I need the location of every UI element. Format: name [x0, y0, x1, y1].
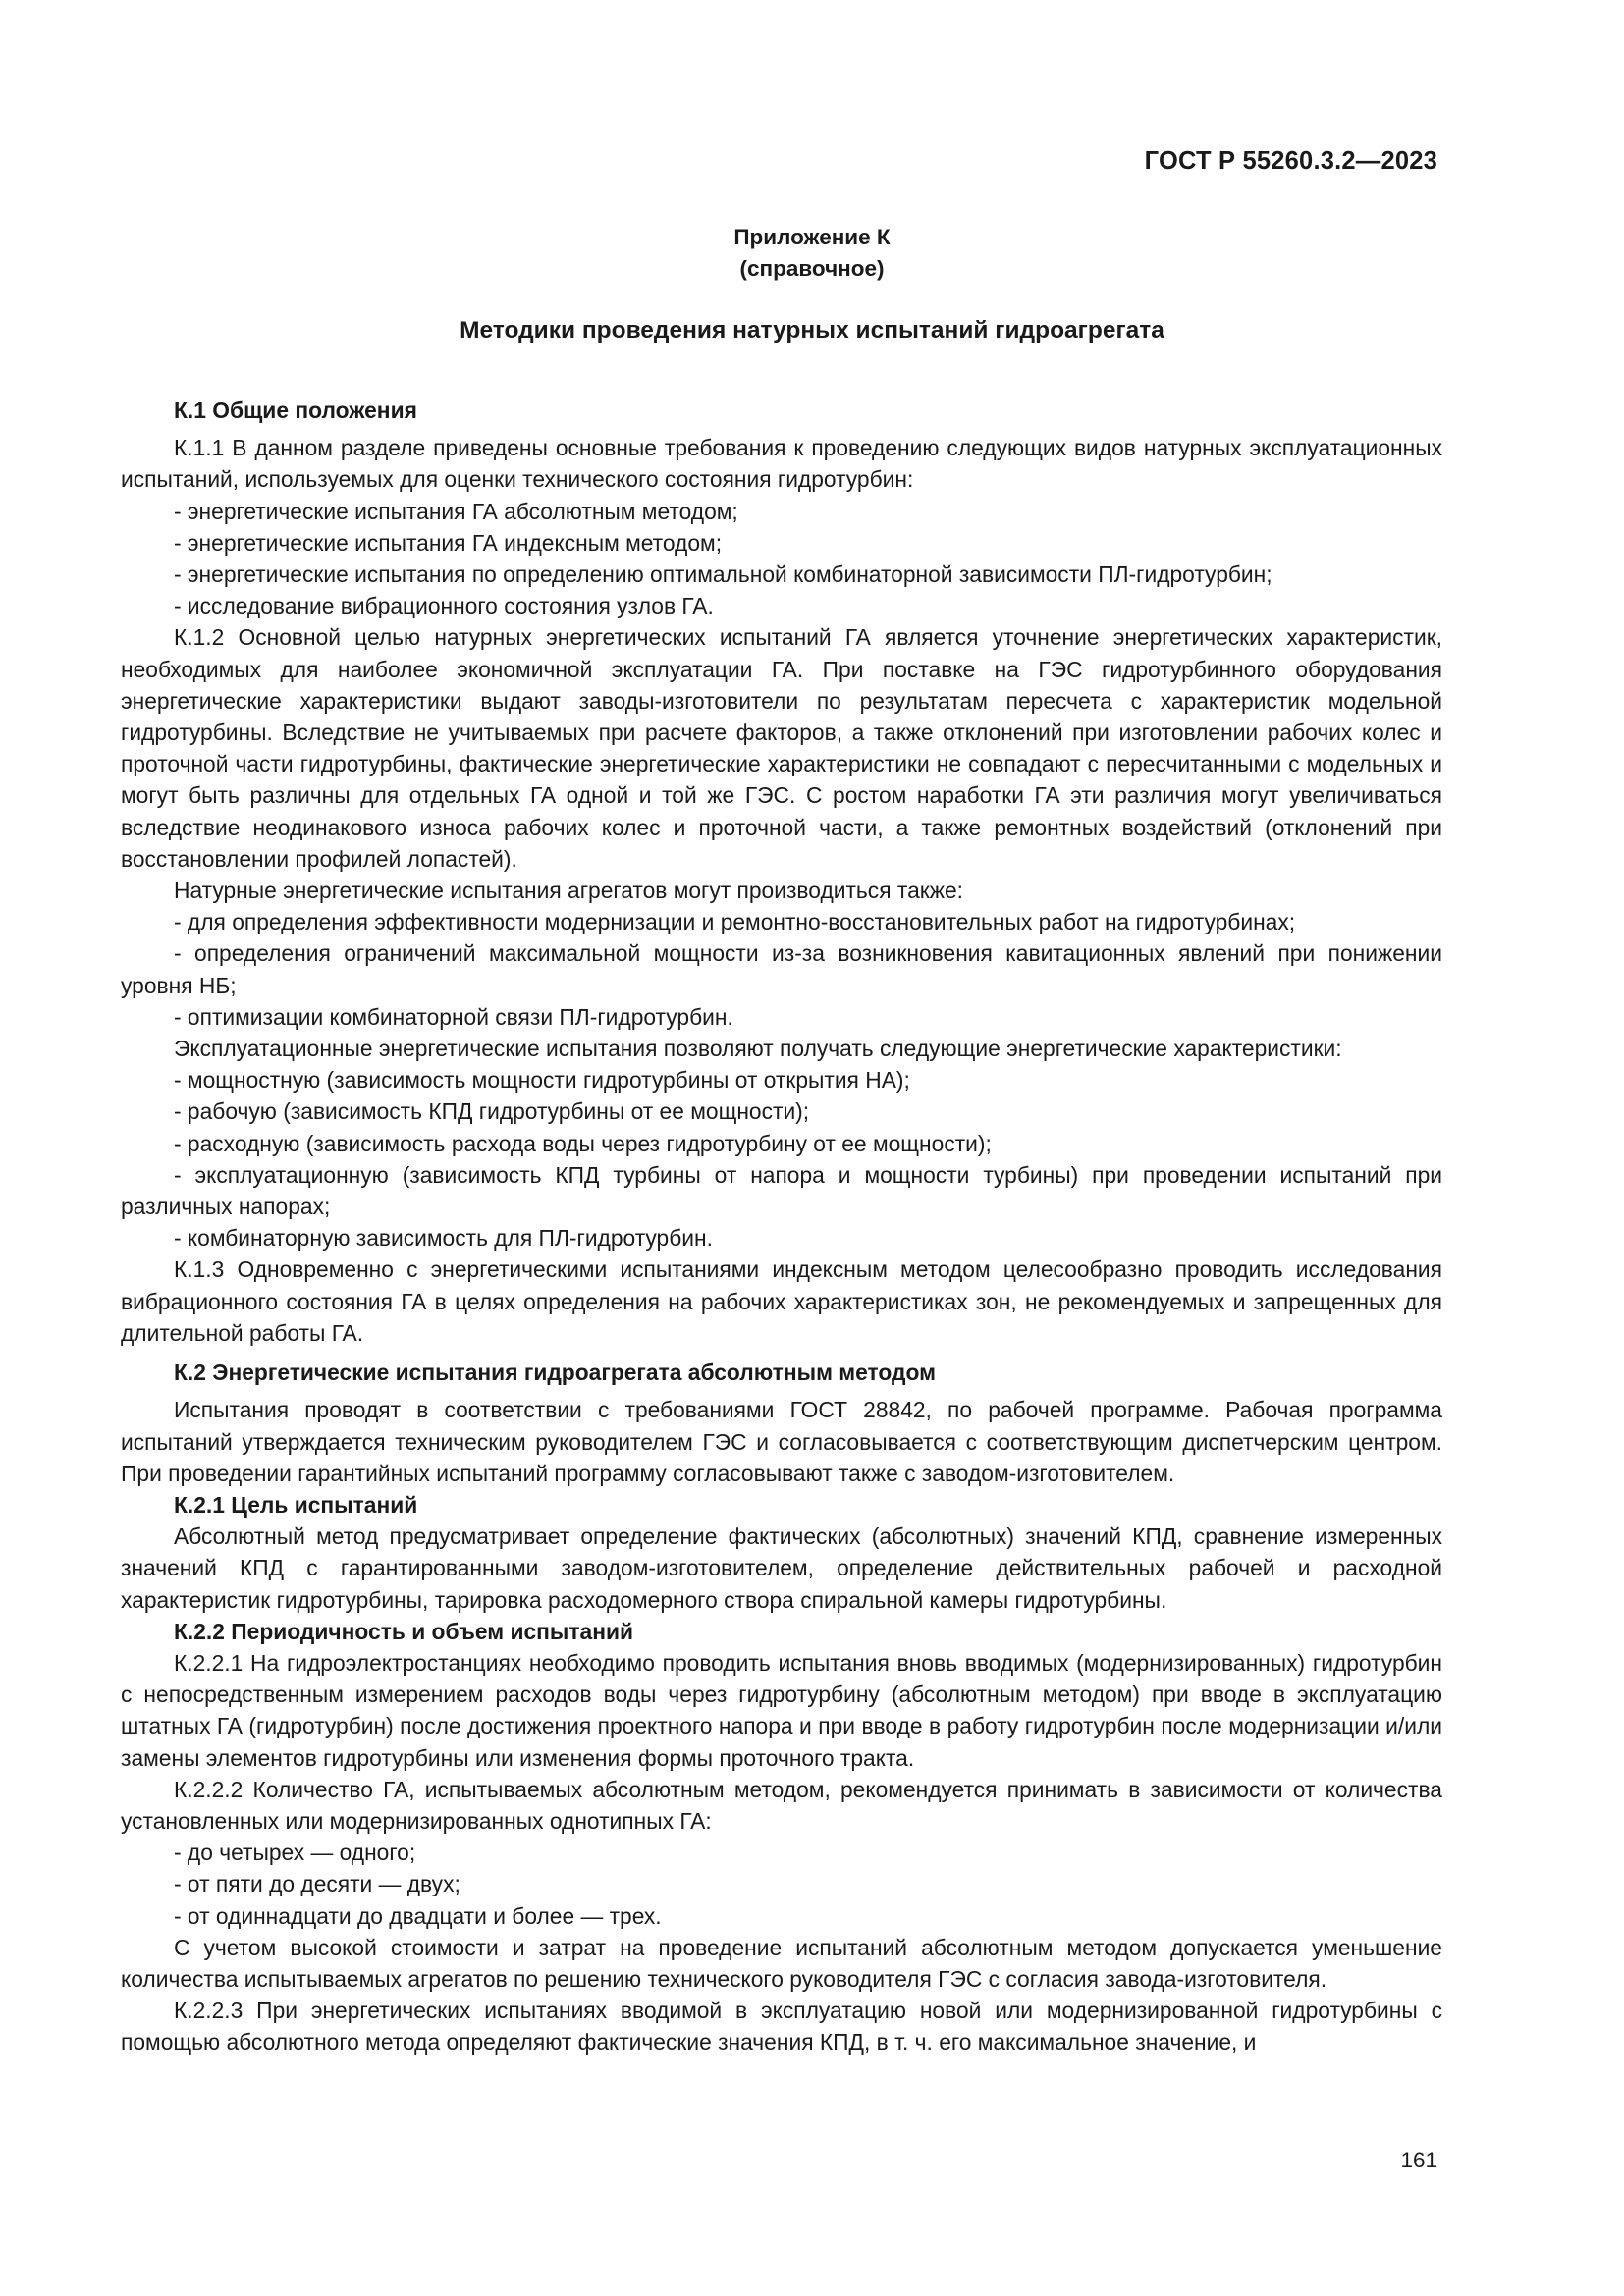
- paragraph-k2-1: Абсолютный метод предусматривает определение фактических (абсолютных) значений КПД, сравнение измеренных значений КПД с гарантированными заводом-изготовителем, определение действительных рабочей и расходной характеристик гидротурбины, тарировка расходомерного створа спиральной камеры гидротурбины.: [121, 1523, 1442, 1613]
- list-item: - исследование вибрационного состояния узлов ГА.: [174, 593, 714, 619]
- list-item: - комбинаторную зависимость для ПЛ-гидротурбин.: [174, 1225, 713, 1252]
- list-item: - оптимизации комбинаторной связи ПЛ-гидротурбин.: [174, 1003, 733, 1030]
- section-heading-k1: К.1 Общие положения: [174, 398, 417, 423]
- paragraph-k1-2: К.1.2 Основной целью натурных энергетических испытаний ГА является уточнение энергетических характеристик, необходимых для наиболее экономичной эксплуатации ГА. При поставке на ГЭС гидротурбинного оборудования энергетические характеристики выдают заводы-изготовители по результатам пересчета с характеристик модельной гидротурбины. Вследствие не учитываемых при расчете факторов, а также отклонений при изготовлении рабочих колес и проточной части гидротурбины, фактические энергетические характеристики не совпадают с пересчитанными с модельных и могут быть различны для отдельных ГА одной и той же ГЭС. С ростом наработки ГА эти различия могут увеличиваться вследствие неодинакового износа рабочих колес и проточной части, а также ремонтных воздействий (отклонений при восстановлении профилей лопастей).: [121, 624, 1442, 872]
- list-item: - до четырех — одного;: [174, 1840, 416, 1866]
- list-item: - от пяти до десяти — двух;: [174, 1871, 460, 1897]
- paragraph-k2-intro: Испытания проводят в соответствии с требованиями ГОСТ 28842, по рабочей программе. Рабочая программа испытаний утверждается техническим руководителем ГЭС и согласовывается с соответствующим диспетчерским центром. При проведении гарантийных испытаний программу согласовывают также с заводом-изготовителем.: [121, 1397, 1442, 1486]
- list-item: - энергетические испытания ГА абсолютным методом;: [174, 498, 738, 524]
- list-item: - расходную (зависимость расхода воды через гидротурбину от ее мощности);: [174, 1130, 992, 1156]
- section-heading-k2: К.2 Энергетические испытания гидроагрегата абсолютным методом: [174, 1360, 936, 1386]
- appendix-title: Методики проведения натурных испытаний гидроагрегата: [460, 317, 1164, 344]
- paragraph-k2-2-3: К.2.2.3 При энергетических испытаниях вводимой в эксплуатацию новой или модернизированной гидротурбины с помощью абсолютного метода определяют фактические значения КПД, в т. ч. его максимальное значение, и: [121, 1998, 1442, 2056]
- list-item: - от одиннадцати до двадцати и более — трех.: [174, 1902, 662, 1929]
- list-item: - эксплуатационную (зависимость КПД турбины от напора и мощности турбины) при проведении испытаний при различных напорах;: [121, 1161, 1442, 1220]
- paragraph-k1-3: К.1.3 Одновременно с энергетическими испытаниями индексным методом целесообразно проводить исследования вибрационного состояния ГА в целях определения на рабочих характеристиках зон, не рекомендуемых и запрещенных для длительной работы ГА.: [121, 1256, 1442, 1346]
- section-heading-k2-1: К.2.1 Цель испытаний: [174, 1491, 418, 1518]
- appendix-label: Приложение К: [733, 225, 891, 249]
- paragraph-k2-2-2: К.2.2.2 Количество ГА, испытываемых абсолютным методом, рекомендуется принимать в зависимости от количества установленных или модернизированных однотипных ГА:: [121, 1776, 1442, 1834]
- paragraph-also: Натурные энергетические испытания агрегатов могут производиться также:: [174, 878, 963, 904]
- paragraph-cost: С учетом высокой стоимости и затрат на проведение испытаний абсолютным методом допускается уменьшение количества испытываемых агрегатов по решению технического руководителя ГЭС с согласия завода-изготовителя.: [121, 1934, 1442, 1992]
- page-number: 161: [1400, 2148, 1437, 2172]
- section-heading-k2-2: К.2.2 Периодичность и объем испытаний: [174, 1618, 634, 1644]
- paragraph-expl: Эксплуатационные энергетические испытания позволяют получать следующие энергетические характеристики:: [174, 1036, 1342, 1062]
- appendix-header: [0, 222, 1624, 285]
- document-id: ГОСТ Р 55260.3.2—2023: [1144, 147, 1437, 175]
- list-item: - рабочую (зависимость КПД гидротурбины от ее мощности);: [174, 1098, 810, 1125]
- list-item: - мощностную (зависимость мощности гидротурбины от открытия НА);: [174, 1067, 910, 1094]
- list-item: - для определения эффективности модернизации и ремонтно-восстановительных работ на гидротурбинах;: [174, 909, 1296, 935]
- list-item: - энергетические испытания ГА индексным методом;: [174, 529, 723, 556]
- appendix-kind: (справочное): [739, 256, 885, 281]
- paragraph-k2-2-1: К.2.2.1 На гидроэлектростанциях необходимо проводить испытания вновь вводимых (модернизированных) гидротурбин с непосредственным измерением расходов воды через гидротурбину (абсолютным методом) при вводе в эксплуатацию штатных ГА (гидротурбин) после достижения проектного напора и при вводе в работу гидротурбин после модернизации и/или замены элементов гидротурбины или изменения формы проточного тракта.: [121, 1649, 1442, 1771]
- paragraph-k1-1: К.1.1 В данном разделе приведены основные требования к проведению следующих видов натурных эксплуатационных испытаний, используемых для оценки технического состояния гидротурбин:: [121, 435, 1442, 493]
- list-item: - определения ограничений максимальной мощности из-за возникновения кавитационных явлений при понижении уровня НБ;: [121, 940, 1442, 998]
- list-item: - энергетические испытания по определению оптимальной комбинаторной зависимости ПЛ-гидротурбин;: [174, 561, 1272, 588]
- document-body: [121, 395, 1442, 2058]
